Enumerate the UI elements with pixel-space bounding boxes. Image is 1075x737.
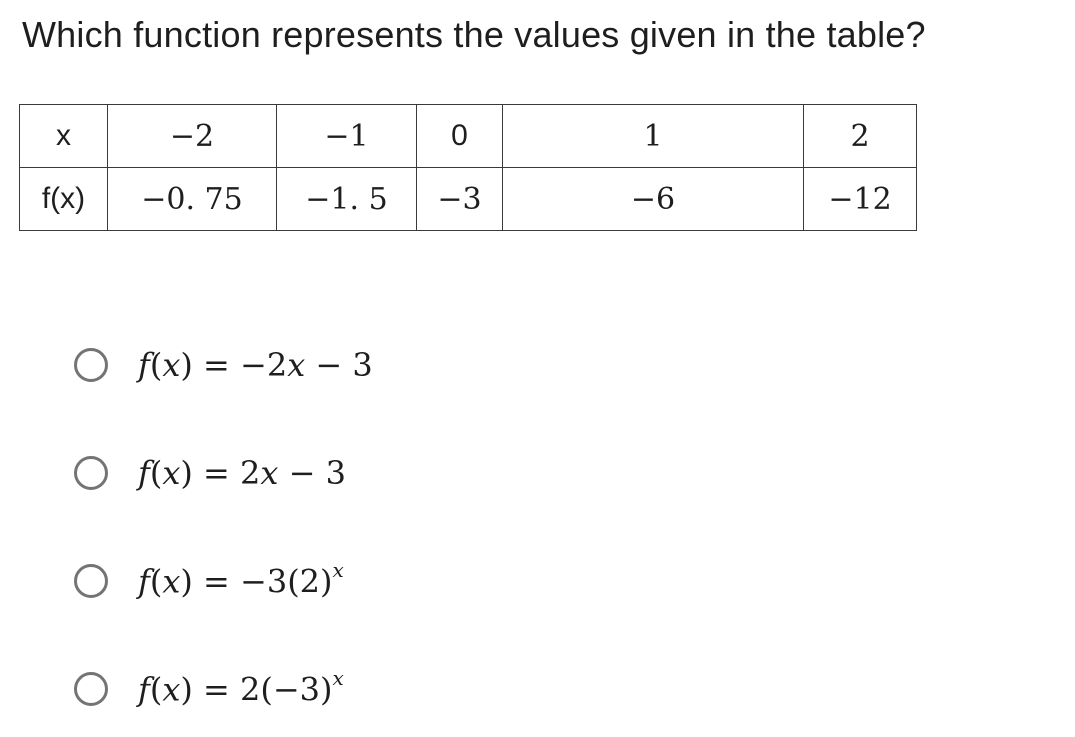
table-cell: −6 [503, 168, 804, 231]
table-row-x [20, 105, 917, 168]
formula-part: − 3 [305, 346, 373, 384]
function-variable: x [162, 454, 181, 492]
function-name: f [138, 346, 150, 384]
table-cell: −1. 5 [277, 168, 417, 231]
answer-option-3[interactable] [74, 556, 344, 606]
table-cell: 0 [417, 105, 503, 168]
radio-button-icon[interactable] [74, 672, 108, 706]
formula-part: = −3(2) [203, 562, 333, 601]
values-table [19, 104, 917, 231]
question-text: Which function represents the values given in the table? [22, 14, 926, 55]
table-row-fx [20, 168, 917, 231]
formula-part: = 2 [203, 454, 261, 492]
table-cell: −3 [417, 168, 503, 231]
answer-option-2[interactable] [74, 448, 346, 498]
option-formula: f(x) = −2x − 3 [138, 346, 373, 384]
formula-exponent: x [332, 665, 344, 690]
function-name: f [138, 454, 150, 492]
table-cell: −1 [277, 105, 417, 168]
option-formula: f(x) = 2x − 3 [138, 454, 346, 492]
table-cell: 2 [804, 105, 917, 168]
table-cell: −0. 75 [108, 168, 277, 231]
radio-button-icon[interactable] [74, 348, 108, 382]
formula-part: = 2(−3) [203, 670, 333, 709]
formula-variable: x [260, 454, 279, 492]
table-cell: −2 [108, 105, 277, 168]
function-variable: x [162, 670, 181, 709]
answer-option-1[interactable] [74, 340, 373, 390]
formula-variable: x [287, 346, 306, 384]
radio-button-icon[interactable] [74, 456, 108, 490]
option-formula: $f(x) = 2(-3)^x$ [138, 665, 344, 709]
option-formula: $f(x) = -3(2)^x$ [138, 557, 344, 601]
answer-option-4[interactable] [74, 664, 344, 714]
function-name: f [138, 670, 150, 709]
formula-part: = −2 [203, 346, 288, 384]
function-variable: x [162, 562, 181, 601]
function-name: f [138, 562, 150, 601]
table-cell: −12 [804, 168, 917, 231]
formula-exponent: x [332, 557, 344, 582]
table-cell: 1 [503, 105, 804, 168]
radio-button-icon[interactable] [74, 564, 108, 598]
function-variable: x [162, 346, 181, 384]
table-header-cell: f(x) [20, 168, 108, 231]
formula-part: − 3 [278, 454, 346, 492]
table-header-cell: x [20, 105, 108, 168]
